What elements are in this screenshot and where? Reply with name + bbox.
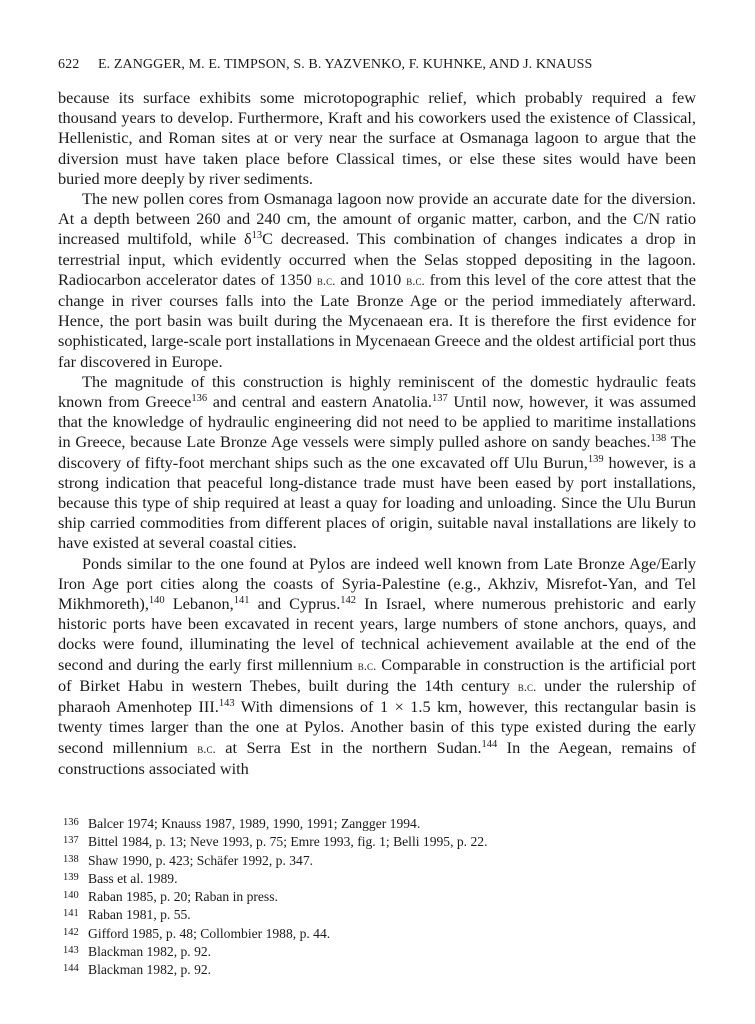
paragraph: [58, 372, 696, 554]
footnote-number: 136: [63, 817, 79, 828]
footnote: [63, 887, 683, 905]
text-run: C decreased. This combination of changes indicates a drop in terrestrial input, which evidently occurred when the Selas stopped depositing in the lagoon. Radiocarbon accelerator dates of 1350: [58, 229, 696, 289]
page-number: 622: [58, 57, 80, 72]
footnote-number: 138: [63, 853, 79, 865]
era-abbreviation: b.c.: [406, 272, 425, 288]
author-line: E. ZANGGER, M. E. TIMPSON, S. B. YAZVENKO, F. KUHNKE, AND J. KNAUSS: [98, 57, 593, 72]
paragraph: [58, 88, 696, 189]
footnote-reference: 136: [191, 393, 208, 405]
footnote-text: Bittel 1984, p. 13; Neve 1993, p. 75; Emre 1993, fig. 1; Belli 1995, p. 22.: [88, 834, 488, 850]
footnote-number: 140: [63, 890, 79, 902]
footnote-number: 143: [63, 945, 79, 957]
footnote-text: Raban 1981, p. 55.: [88, 907, 191, 923]
text-run: In the Aegean, remains of constructions associated with: [58, 737, 697, 778]
text-run: and 1010: [335, 269, 407, 289]
footnote-number: 144: [63, 963, 79, 975]
footnote-reference: 143: [218, 698, 235, 710]
footnote-number: 139: [63, 871, 79, 883]
paragraph: [58, 554, 696, 779]
footnote: [63, 832, 683, 850]
text-run: from this level of the core attest that the change in river courses falls into the Late Bronze Age or the period immediately afterward. Hence, the port basin was built during the Mycenaean era. It is therefore the first evidence for sophisticated, large-scale port installations in Mycenaean Greece and the oldest artificial port thus far discovered in Europe.: [58, 269, 697, 371]
footnote-text: Bass et al. 1989.: [88, 870, 178, 886]
era-abbreviation: b.c.: [316, 272, 336, 288]
footnote-reference: 141: [233, 595, 250, 607]
text-run: under the rulership of pharaoh Amenhotep III.: [58, 675, 696, 717]
paragraph: [58, 189, 696, 372]
text-run: In Israel, where numerous prehistoric and early historic ports have been excavated in recent years, large numbers of stone anchors, quays, and docks were found, illuminating the level of technical achievement available at the end of the second and during the early first millennium: [58, 594, 696, 674]
footnote-number: 141: [63, 908, 79, 920]
footnotes: [63, 814, 683, 979]
footnote: [63, 960, 683, 978]
running-header: [58, 57, 698, 73]
text-run: Lebanon,: [164, 594, 234, 614]
text-run: Until now, however, it was assumed that the knowledge of hydraulic engineering did not need to be applied to maritime installations in Greece, because Late Bronze Age vessels were simply pulled ashore on sandy beaches.: [58, 392, 696, 452]
text-run: The new pollen cores from Osmanaga lagoon now provide an accurate date for the diversion. At a depth between 260 and 240 cm, the amount of organic matter, carbon, and the C/N ratio increased multifold, while δ: [58, 189, 696, 249]
footnote-text: Blackman 1982, p. 92.: [88, 962, 212, 978]
footnote-number: 137: [63, 835, 79, 847]
text-run: The magnitude of this construction is highly reminiscent of the domestic hydraulic feats known from Greece: [58, 371, 696, 412]
text-run: and Cyprus.: [249, 594, 341, 614]
footnote: [63, 942, 683, 960]
footnote: [63, 851, 683, 869]
footnote: [63, 869, 683, 887]
text-run: Comparable in construction is the artificial port of Birket Habu in western Thebes, built during the 14th century: [58, 654, 696, 695]
text-run: The discovery of fifty-foot merchant ships such as the one excavated off Ulu Burun,: [58, 432, 696, 472]
footnote: [63, 814, 683, 832]
footnote: [63, 924, 683, 942]
text-run: at Serra Est in the northern Sudan.: [215, 737, 482, 757]
footnote-reference: 142: [340, 595, 357, 607]
text-run: because its surface exhibits some microtopographic relief, which probably required a few thousand years to develop. Furthermore, Kraft and his coworkers used the existence of Classical, Hellenistic, and Roman sites at or very near the surface at Osmanaga lagoon to argue that the diversion must have taken place before Classical times, or else these sites would have been buried more deeply by river sediments.: [58, 88, 696, 188]
footnote-text: Balcer 1974; Knauss 1987, 1989, 1990, 1991; Zangger 1994.: [88, 816, 421, 831]
footnote-reference: 137: [431, 393, 448, 405]
era-abbreviation: b.c.: [197, 740, 216, 756]
footnote-text: Raban 1985, p. 20; Raban in press.: [88, 889, 278, 905]
era-abbreviation: b.c.: [517, 678, 537, 694]
body-text: [58, 88, 696, 779]
text-run: however, is a strong indication that peaceful long-distance trade must have been eased by port installations, because this type of ship required at least a quay for loading and unloading. Since the Ulu Burun ship carried commodities from different places of origin, suitable naval installations are likely to have existed at several coastal cities.: [58, 452, 696, 553]
era-abbreviation: b.c.: [357, 657, 377, 673]
text-run: and central and eastern Anatolia.: [207, 392, 432, 412]
footnote: [63, 905, 683, 923]
footnote-reference: 139: [587, 453, 604, 465]
footnote-text: Blackman 1982, p. 92.: [88, 944, 212, 960]
footnote-number: 142: [63, 926, 79, 938]
footnote-reference: 138: [650, 433, 667, 445]
footnote-reference: 144: [481, 738, 498, 750]
text-run: Ponds similar to the one found at Pylos are indeed well known from Late Bronze Age/Early Iron Age port cities along the coasts of Syria-Palestine (e.g., Akhziv, Misrefot-Yan, and Tel Mikhmoreth),: [58, 553, 696, 614]
footnote-reference: 13: [251, 230, 263, 242]
footnote-text: Shaw 1990, p. 423; Schäfer 1992, p. 347.: [88, 852, 314, 868]
text-run: With dimensions of 1 × 1.5 km, however, this rectangular basin is twenty times larger than the one at Pylos. Another basin of this type existed during the early second millennium: [58, 697, 696, 757]
footnote-text: Gifford 1985, p. 48; Collombier 1988, p. 44.: [88, 925, 331, 941]
footnote-reference: 140: [148, 595, 165, 607]
